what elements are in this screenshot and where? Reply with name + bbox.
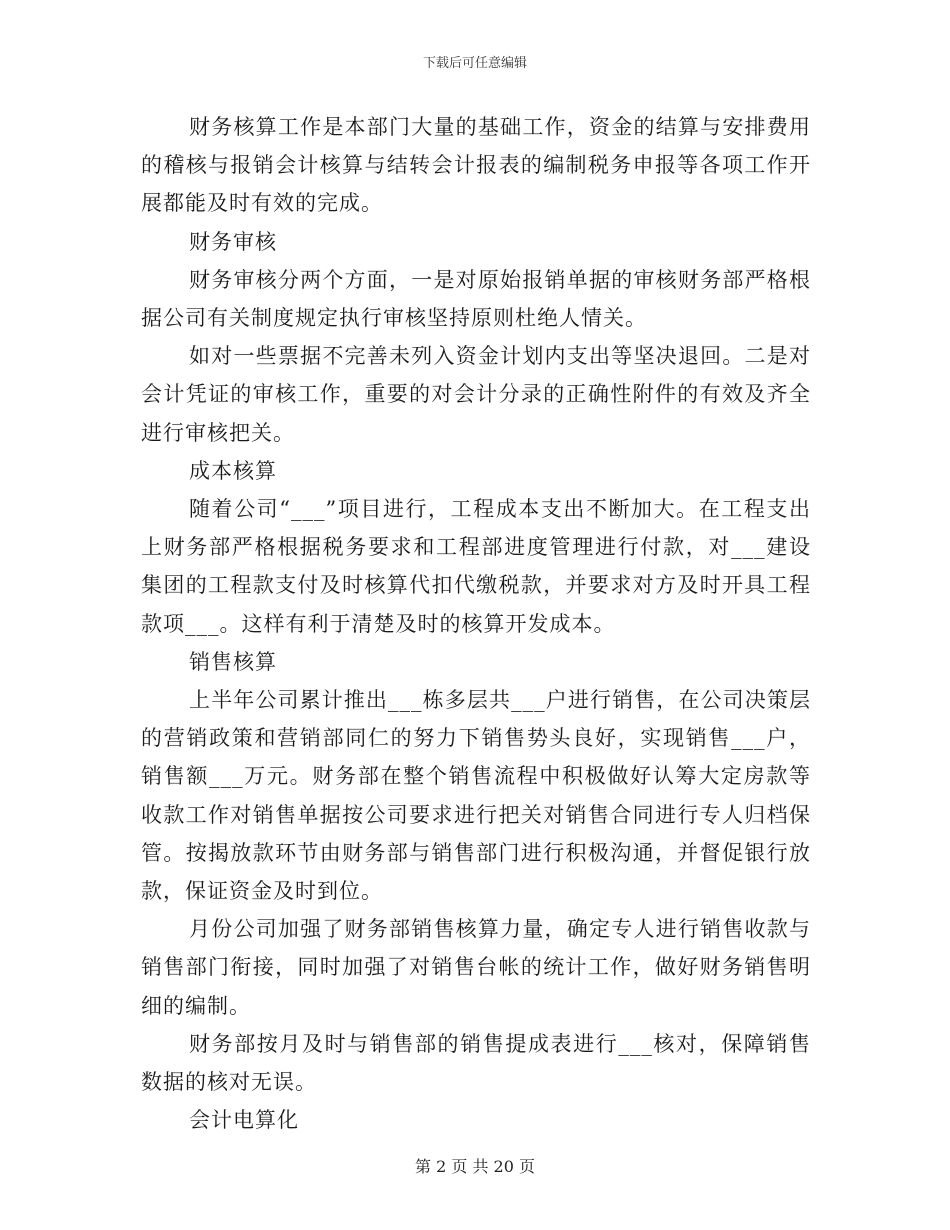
paragraph: 财务核算工作是本部门大量的基础工作，资金的结算与安排费用的稽核与报销会计核算与结转会计报表的编制税务申报等各项工作开展都能及时有效的完成。 — [141, 115, 811, 216]
paragraph: 财务部按月及时与销售部的销售提成表进行___核对，保障销售数据的核对无误。 — [141, 1031, 811, 1095]
section-heading: 销售核算 — [189, 649, 277, 674]
paragraph: 上半年公司累计推出___栋多层共___户进行销售，在公司决策层的营销政策和营销部同仁的努力下销售势头良好，实现销售___户，销售额___万元。财务部在整个销售流程中积极做好认筹大定房款等收款工作对销售单据按公司要求进行把关对销售合同进行专人归档保管。按揭放款环节由财务部与销售部门进行积极沟通，并督促银行放款，保证资金及时到位。 — [141, 688, 811, 904]
paragraph: 月份公司加强了财务部销售核算力量，确定专人进行销售收款与销售部门衔接，同时加强了对销售台帐的统计工作，做好财务销售明细的编制。 — [141, 917, 811, 1018]
paragraph: 随着公司“___”项目进行，工程成本支出不断加大。在工程支出上财务部严格根据税务要求和工程部进度管理进行付款，对___建设集团的工程款支付及时核算代扣代缴税款，并要求对方及时开具工程款项___。这样有利于清楚及时的核算开发成本。 — [141, 497, 811, 636]
page-number: 第 2 页 共 20 页 — [415, 1157, 535, 1176]
document-body — [141, 108, 811, 1139]
page-header: 下载后可任意编辑 — [422, 56, 527, 71]
section-heading: 财务审核 — [189, 229, 277, 254]
paragraph: 如对一些票据不完善未列入资金计划内支出等坚决退回。二是对会计凭证的审核工作，重要的对会计分录的正确性附件的有效及齐全进行审核把关。 — [141, 344, 811, 445]
section-heading: 成本核算 — [189, 458, 277, 483]
section-heading: 会计电算化 — [189, 1108, 299, 1133]
paragraph: 财务审核分两个方面，一是对原始报销单据的审核财务部严格根据公司有关制度规定执行审核坚持原则杜绝人情关。 — [141, 267, 811, 331]
